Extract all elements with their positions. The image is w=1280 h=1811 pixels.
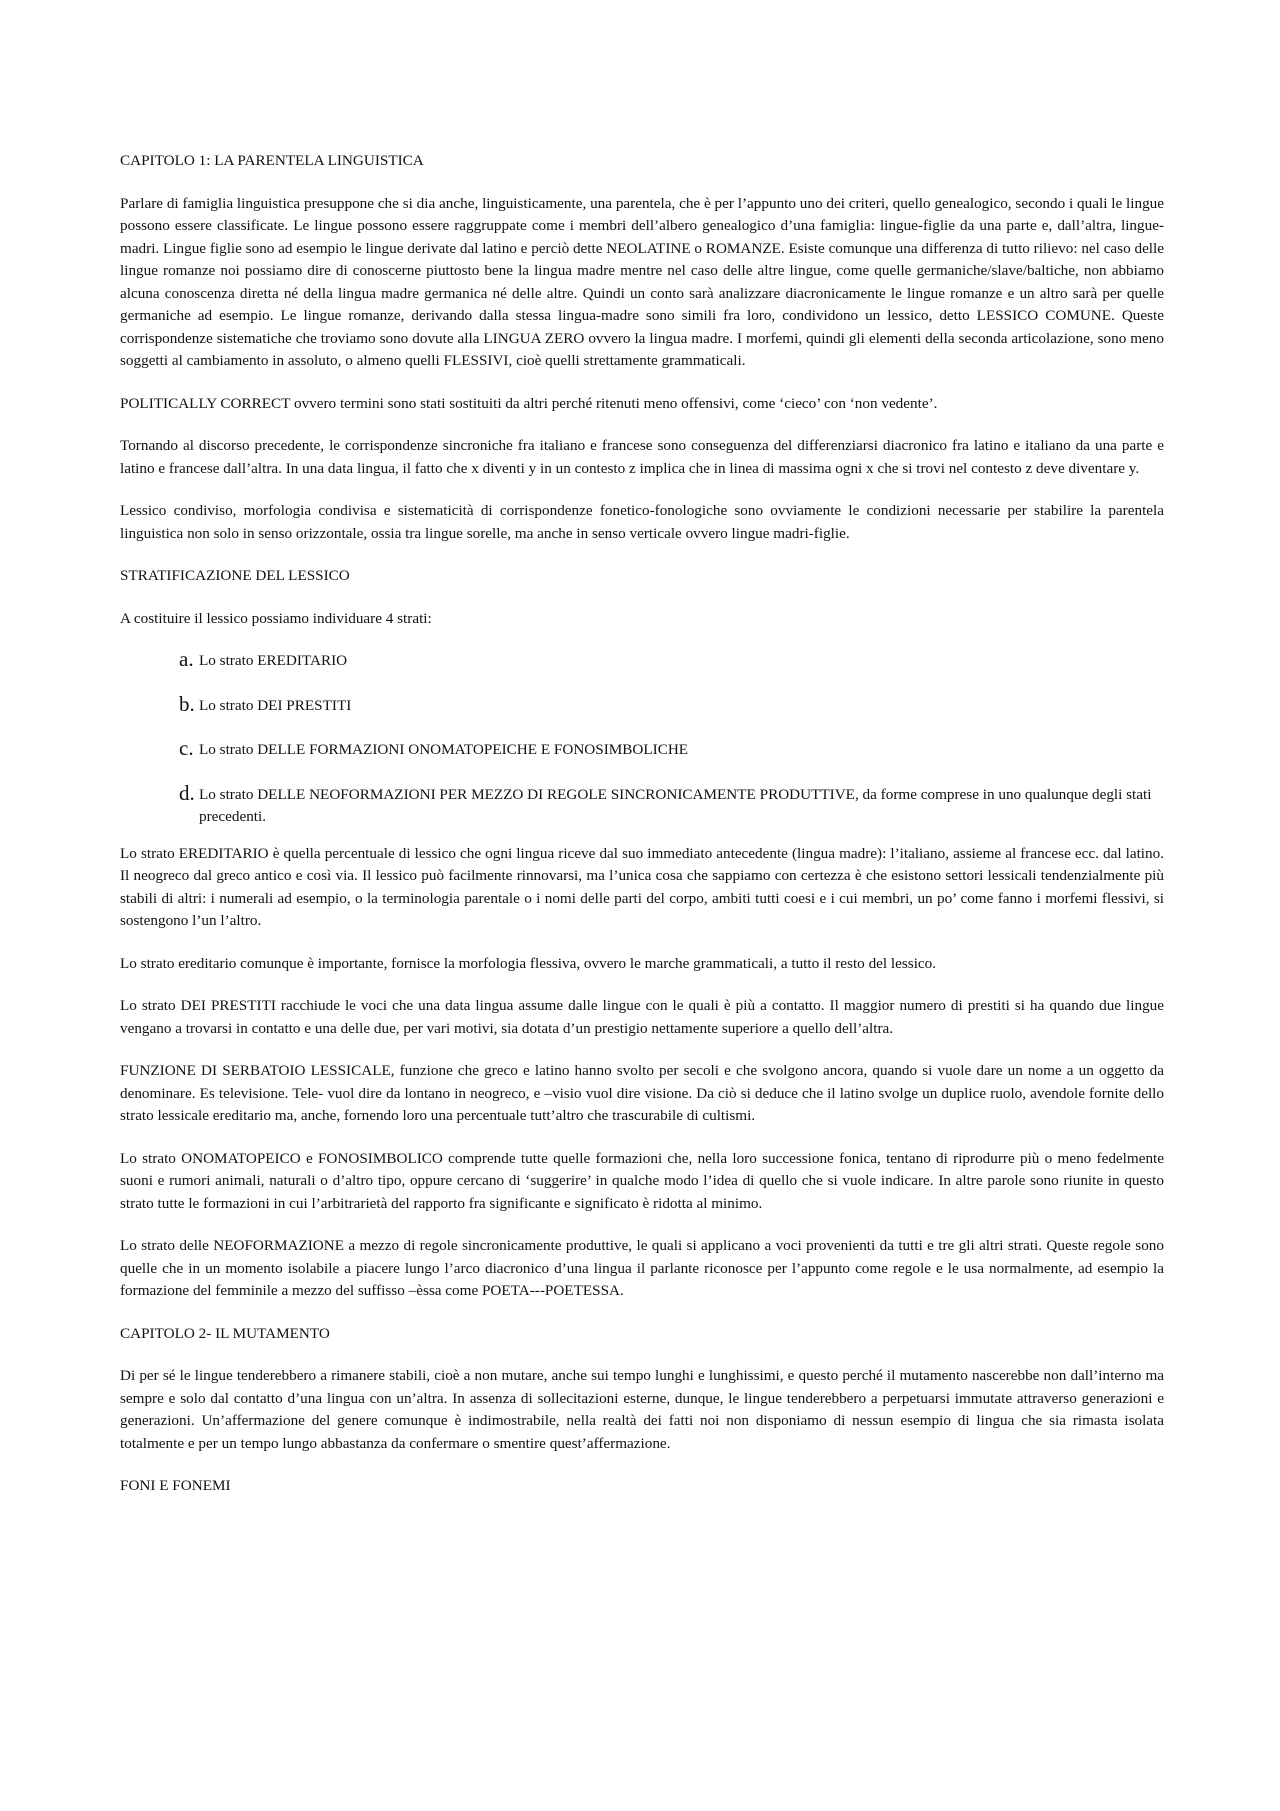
strata-list [120,647,1164,829]
list-item-text: Lo strato EREDITARIO [199,652,348,669]
list-item [120,736,1164,762]
list-marker: a. [179,647,194,671]
chapter-1-title: CAPITOLO 1: LA PARENTELA LINGUISTICA [120,152,424,169]
list-item [120,647,1164,673]
paragraph-strato-onomatopeico: Lo strato ONOMATOPEICO e FONOSIMBOLICO comprende tutte quelle formazioni che, nella loro successione fonica, tentano di riprodurre più o meno fedelmente suoni e rumori animali, naturali o d’altro tipo, oppure cercano di ‘suggerire’ in qualche modo l’idea di quello che si vuole indicare. In altre parole sono riunite in questo strato tutte le formazioni in cui l’arbitrarietà del rapporto fra significante e significato è ridotta al minimo. [120,1149,1164,1212]
section-stratificazione-title: STRATIFICAZIONE DEL LESSICO [120,567,350,584]
document-page [120,150,1164,1518]
paragraph-strato-ereditario: Lo strato EREDITARIO è quella percentuale di lessico che ogni lingua riceve dal suo immediato antecedente (lingua madre): l’italiano, assieme al francese ecc. dal latino. Il neogreco dal greco antico e così via. Il lessico può facilmente rinnovarsi, ma l’unica cosa che sappiamo con certezza è che esistono settori lessicali tendenzialmente più stabili di altri: i numerali ad esempio, o la terminologia parentale o i nomi delle parti del corpo, ambiti tutti coesi e i cui membri, un po’ come fanno i morfemi flessivi, si sostengono l’un l’altro. [120,844,1164,929]
paragraph-lessico-condiviso: Lessico condiviso, morfologia condivisa e sistematicità di corrispondenze fonetico-fonologiche sono ovviamente le condizioni necessarie per stabilire la parentela linguistica non solo in senso orizzontale, ossia tra lingue sorelle, ma anche in senso verticale ovvero lingue madri-figlie. [120,502,1164,542]
paragraph-morfologia-flessiva: Lo strato ereditario comunque è importante, fornisce la morfologia flessiva, ovvero le marche grammaticali, a tutto il resto del lessico. [120,954,937,972]
list-marker: c. [179,736,194,760]
list-item-text: Lo strato DELLE FORMAZIONI ONOMATOPEICHE E FONOSIMBOLICHE [199,741,689,758]
list-item-text: Lo strato DEI PRESTITI [199,696,352,714]
chapter-2-title: CAPITOLO 2- IL MUTAMENTO [120,1324,330,1342]
list-item-text: Lo strato DELLE NEOFORMAZIONI PER MEZZO DI REGOLE SINCRONICAMENTE PRODUTTIVE, da forme comprese in uno qualunque degli stati precedenti. [199,785,1152,825]
paragraph-neoformazioni: Lo strato delle NEOFORMAZIONE a mezzo di regole sincronicamente produttive, le quali si applicano a voci provenienti da tutti e tre gli altri strati. Queste regole sono quelle che in un momento isolabile a piacere lungo l’arco diacronico d’una lingua il parlante riconosce per l’appunto come regole e le usa normalmente, ad esempio la formazione del femminile a mezzo del suffisso –èssa come POETA---POETESSA. [120,1237,1164,1299]
paragraph-politically-correct: POLITICALLY CORRECT ovvero termini sono stati sostituiti da altri perché ritenuti meno offensivi, come ‘cieco’ con ‘non vedente’. [120,394,938,412]
paragraph-serbatoio-lessicale: FUNZIONE DI SERBATOIO LESSICALE, funzione che greco e latino hanno svolto per secoli e che svolgono ancora, quando si vuole dare un nome a un oggetto da denominare. Es televisione. Tele- vuol dire da lontano in neogreco, e –visio vuol dire visione. Da ciò si deduce che il latino svolge un duplice ruolo, avendole fornite dello strato lessicale ereditario ma, anche, fornendo loro una percentuale tutt’altro che trascurabile di cultismi. [120,1062,1164,1124]
list-marker: d. [179,780,195,805]
paragraph-corrispondenze-sincroniche: Tornando al discorso precedente, le corrispondenze sincroniche fra italiano e francese sono conseguenza del differenziarsi diacronico fra latino e italiano da una parte e latino e francese dall’altra. In una data lingua, il fatto che x diventi y in un contesto z implica che in linea di massima ogni x che si trovi nel contesto z deve diventare y. [120,437,1164,477]
list-marker: b. [179,691,195,716]
list-item [120,780,1164,829]
section-foni-fonemi-title: FONI E FONEMI [120,1477,231,1494]
list-item [120,691,1164,718]
paragraph-famiglia-linguistica: Parlare di famiglia linguistica presuppone che si dia anche, linguisticamente, una parentela, che è per l’appunto uno dei criteri, quello genealogico, secondo i quali le lingue possono essere classificate. Le lingue possono essere raggruppate come i membri dell’albero genealogico d’una famiglia: lingue-figlie da una parte e, dall’altra, lingue-madri. Lingue figlie sono ad esempio le lingue derivate dal latino e perciò dette NEOLATINE o ROMANZE. Esiste comunque una differenza di tutto rilievo: nel caso delle lingue romanze noi possiamo dire di conoscerne piuttosto bene la lingua madre mentre nel caso delle altre lingue, come quelle germaniche/slave/baltiche, non abbiamo alcuna conoscenza diretta né della lingua madre germanica né delle altre. Quindi un conto sarà analizzare diacronicamente le lingue romanze e un altro sarà per quelle germaniche ad esempio. Le lingue romanze, derivando dalla stessa lingua-madre sono simili fra loro, condividono un lessico, detto LESSICO COMUNE. Queste corrispondenze sistematiche che troviamo sono dovute alla LINGUA ZERO ovvero la lingua madre. I morfemi, quindi gli elementi della seconda articolazione, sono meno soggetti al cambiamento in assoluto, o almeno quelli FLESSIVI, cioè quelli strettamente grammaticali. [120,194,1164,369]
paragraph-mutamento: Di per sé le lingue tenderebbero a rimanere stabili, cioè a non mutare, anche sui tempo lunghi e lunghissimi, e questo perché il mutamento nascerebbe non dall’interno ma sempre e solo dal contatto d’una lingua con un’altra. In assenza di sollecitazioni esterne, dunque, le lingue tenderebbero a perpetuarsi immutate attraverso generazioni e generazioni. Un’affermazione del genere comunque è indimostrabile, nella realtà dei fatti noi non disponiamo di nessun esempio di lingua che sia rimasta isolata totalmente e per un tempo lungo abbastanza da confermare o smentire quest’affermazione. [120,1367,1164,1452]
paragraph-strato-prestiti: Lo strato DEI PRESTITI racchiude le voci che una data lingua assume dalle lingue con le quali è più a contatto. Il maggior numero di prestiti si ha quando due lingue vengano a trovarsi in contatto e una delle due, per vari motivi, sia dotata d’un prestigio nettamente superiore a quello dell’altra. [120,997,1164,1037]
paragraph-quattro-strati: A costituire il lessico possiamo individuare 4 strati: [120,609,432,627]
